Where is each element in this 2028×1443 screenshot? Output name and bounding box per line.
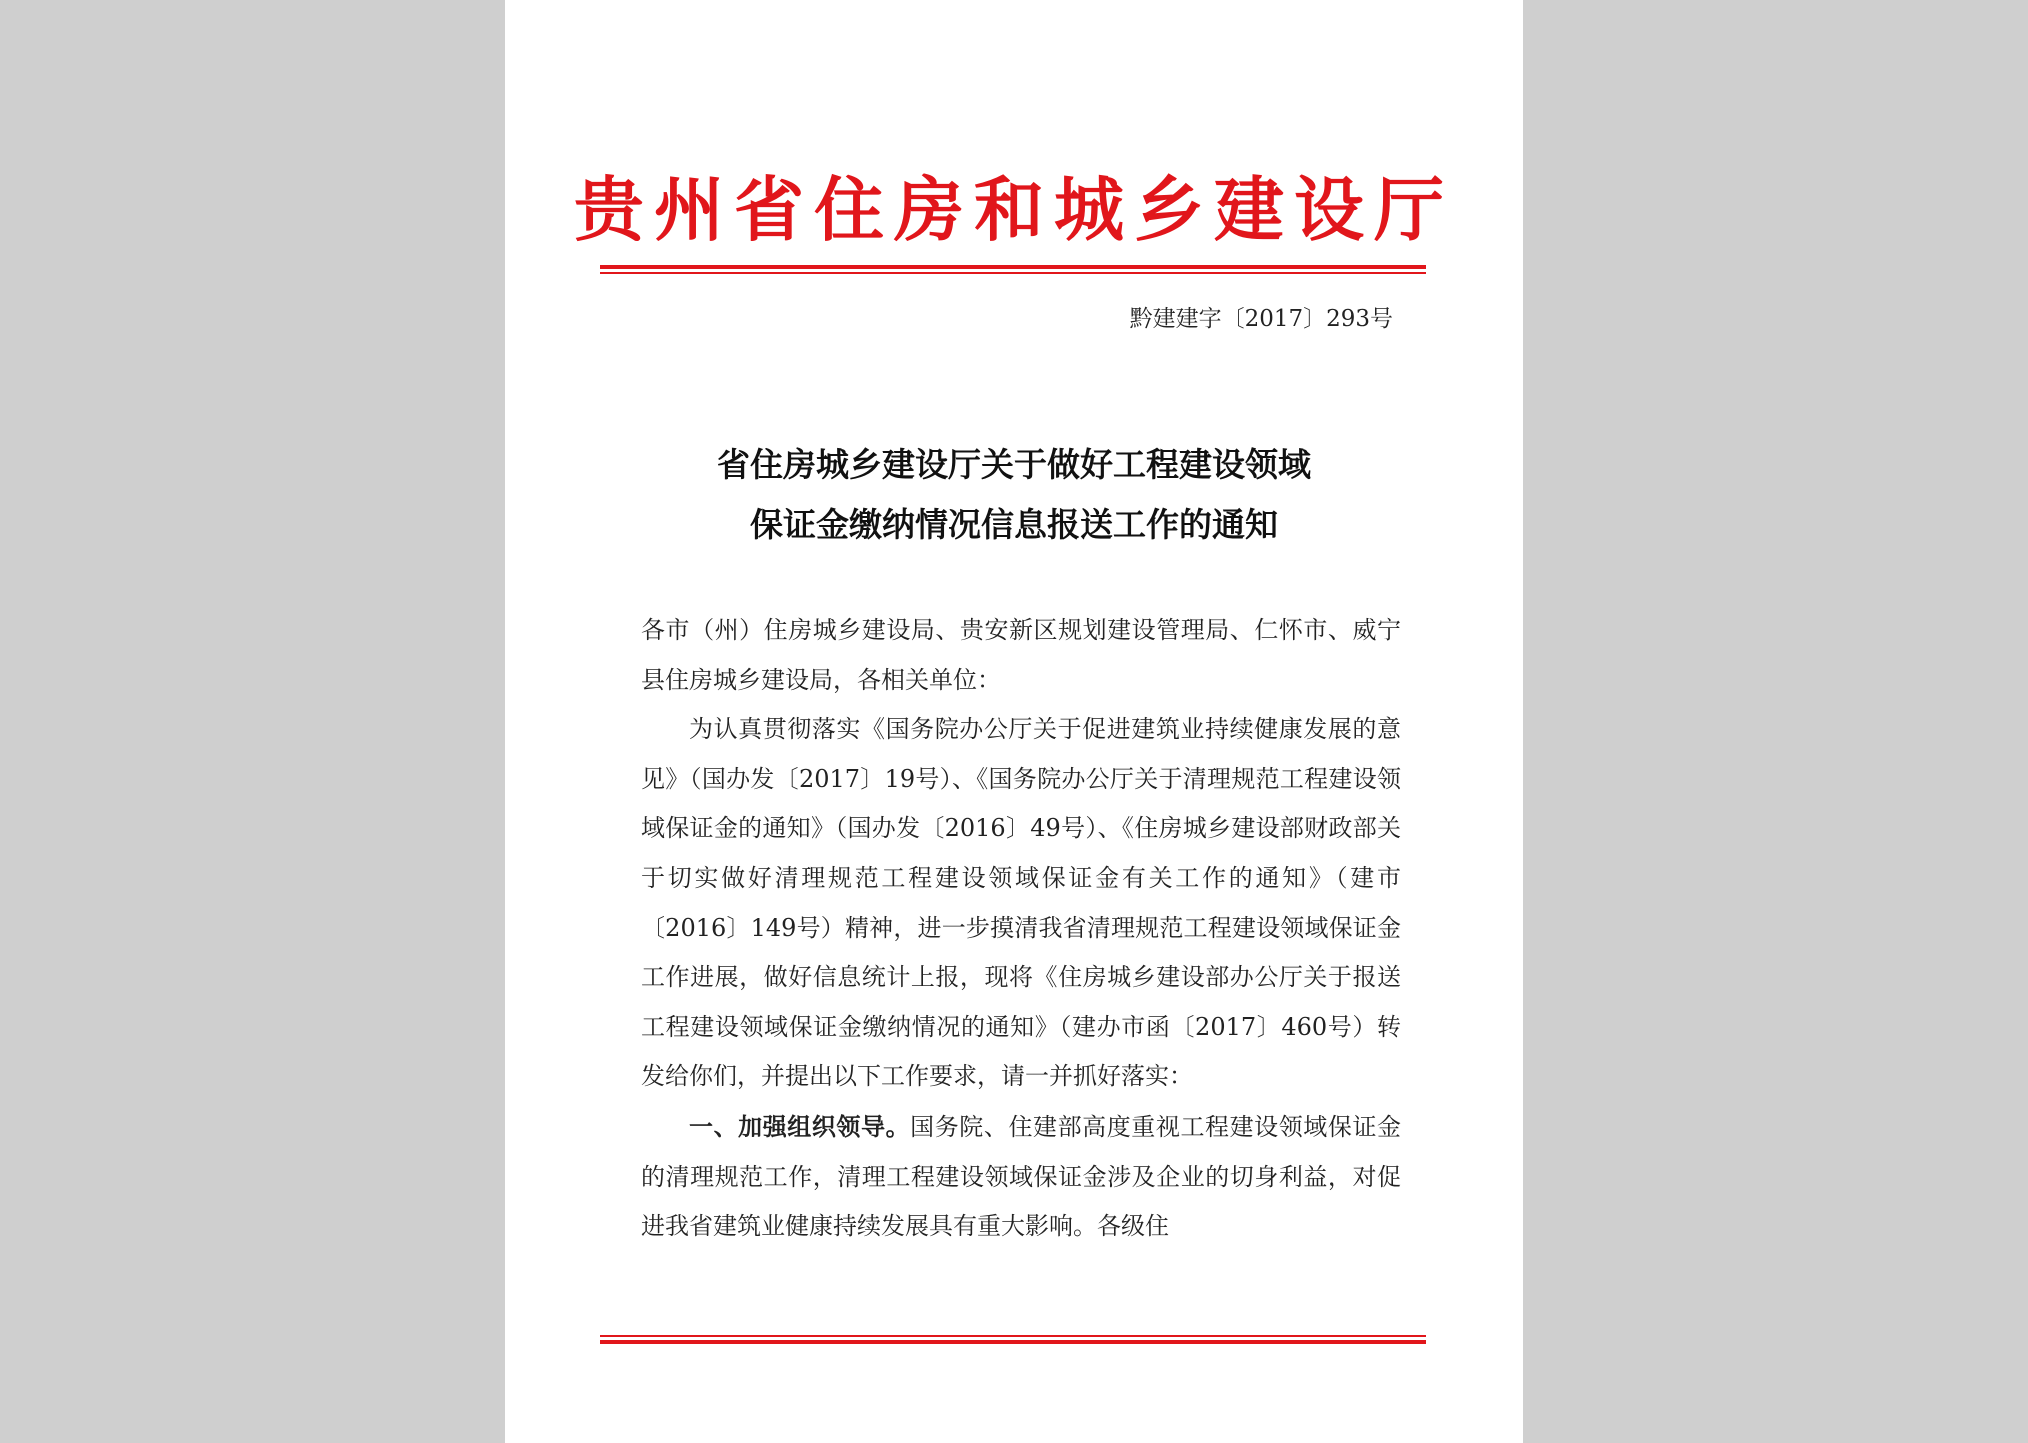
- document-page: [505, 0, 1523, 1443]
- red-rule-thin: [600, 272, 1426, 274]
- title-line-2: 保证金缴纳情况信息报送工作的通知: [750, 505, 1278, 544]
- section-1: [641, 1102, 1401, 1252]
- issuer-masthead: 贵州省住房和城乡建设厅: [574, 168, 1454, 251]
- document-body: [641, 606, 1401, 1252]
- addressee: 各市（州）住房城乡建设局、贵安新区规划建设管理局、仁怀市、威宁县住房城乡建设局，各相关单位：: [641, 616, 1401, 694]
- red-separator-bottom: [600, 1335, 1426, 1344]
- section-1-text: 国务院、住建部高度重视工程建设领域保证金的清理规范工作，清理工程建设领域保证金涉及企业的切身利益，对促进我省建筑业健康持续发展具有重大影响。各级住: [641, 1112, 1402, 1241]
- document-title: [600, 435, 1428, 555]
- paragraph-1: 为认真贯彻落实《国务院办公厅关于促进建筑业持续健康发展的意见》（国办发〔2017〕19号）、《国务院办公厅关于清理规范工程建设领域保证金的通知》（国办发〔2016〕49号）、《住房城乡建设部财政部关于切实做好清理规范工程建设领域保证金有关工作的通知》（建市〔2016〕149号）精神，进一步摸清我省清理规范工程建设领域保证金工作进展，做好信息统计上报，现将《住房城乡建设部办公厅关于报送工程建设领域保证金缴纳情况的通知》（建办市函〔2017〕460号）转发给你们，并提出以下工作要求，请一并抓好落实：: [641, 715, 1401, 1091]
- red-separator-top: [600, 265, 1426, 274]
- document-number: 黔建建字〔2017〕293号: [1129, 306, 1393, 332]
- section-1-heading: 一、加强组织领导。: [689, 1111, 911, 1141]
- red-rule-thin: [600, 1335, 1426, 1337]
- red-rule-thick: [600, 265, 1426, 269]
- title-line-1: 省住房城乡建设厅关于做好工程建设领域: [717, 445, 1311, 484]
- red-rule-thick: [600, 1340, 1426, 1344]
